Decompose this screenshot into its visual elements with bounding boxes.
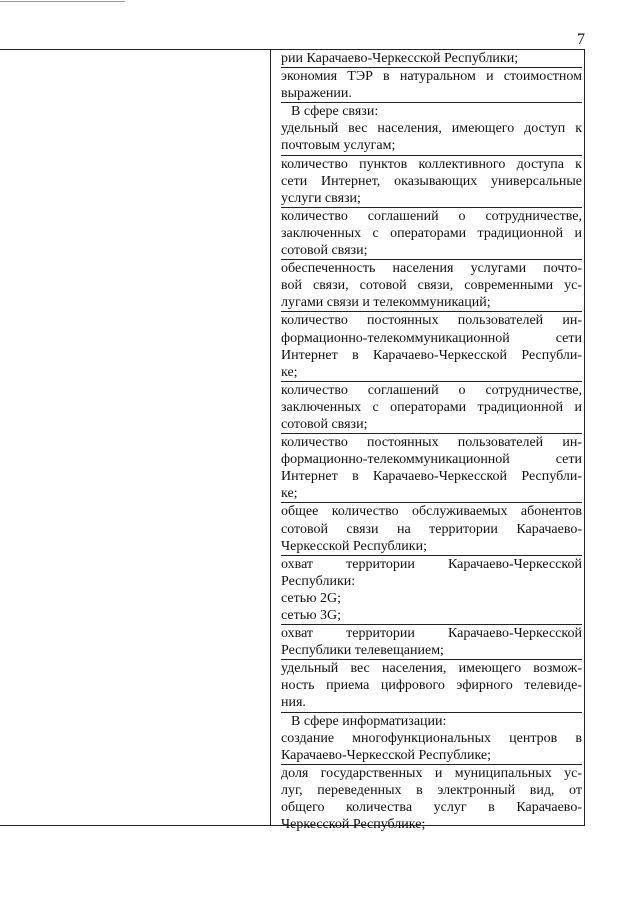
entry-line: удельный вес населения, имеющего возмож-: [281, 661, 582, 677]
entry-line: вой связи, сотовой связи, современными ус-: [281, 278, 582, 294]
entry-line: Черкесской Республике;: [281, 817, 426, 833]
entry-line: заключенных с операторами традиционной и: [281, 399, 582, 415]
entry-mfc-creation: [281, 730, 582, 765]
entry-line: луг, переведенных в электронный вид, от: [281, 782, 582, 798]
entry-line: сетью 3G;: [281, 608, 342, 623]
section-heading-communications: [281, 103, 582, 120]
entry-line: экономия ТЭР в натуральном и стоимостном: [281, 69, 582, 85]
entry-line: создание многофункциональных центров в: [281, 730, 582, 746]
entry-line: сети Интернет, оказывающих универсальные: [281, 173, 582, 189]
entry-line: доля государственных и муниципальных ус-: [281, 765, 582, 781]
entry-line: В сфере информатизации:: [291, 713, 447, 729]
entry-line: количество постоянных пользователей ин-: [281, 313, 582, 329]
entry-line: количество постоянных пользователей ин-: [281, 435, 582, 451]
entry-line: сотовой связи;: [281, 416, 368, 432]
entry-network-coverage: [281, 556, 582, 625]
entry-cellular-subscribers: [281, 503, 582, 555]
entry-line: ния.: [281, 695, 306, 711]
entry-line: обеспеченность населения услугами почто-: [281, 261, 582, 277]
entry-postal-access-share: [281, 120, 582, 155]
entry-line: В сфере связи:: [291, 104, 379, 120]
section-heading-informatization: [281, 713, 582, 730]
entry-line: Республики:: [281, 573, 356, 589]
entry-service-availability: [281, 260, 582, 312]
entry-line: сотовой связи;: [281, 243, 368, 259]
entry-cooperation-agreements-1: [281, 208, 582, 260]
entry-line: охват территории Карачаево-Черкесской: [281, 556, 582, 572]
entry-line: охват территории Карачаево-Черкесской: [281, 626, 582, 642]
entry-line: Карачаево-Черкесской Республике;: [281, 747, 491, 763]
entry-energy-savings: [281, 68, 582, 103]
scan-edge-line: [0, 1, 125, 2]
entry-line: формационно-телекоммуникационной сети: [281, 452, 582, 468]
entry-line: ность приема цифрового эфирного телевиде-: [281, 678, 582, 694]
entry-line: ке;: [281, 486, 298, 502]
entry-line: услуги связи;: [281, 190, 361, 206]
entry-electronic-services-share: [281, 765, 582, 833]
entry-line: лугами связи и телекоммуникаций;: [281, 295, 491, 311]
entry-line: рии Карачаево-Черкесской Республики;: [281, 51, 519, 66]
entry-line: Интернет в Карачаево-Черкесской Республи-: [281, 469, 582, 485]
entry-internet-access-points: [281, 156, 582, 208]
entry-line: общего количества услуг в Карачаево-: [281, 800, 582, 816]
entry-line: ке;: [281, 364, 298, 380]
entry-line: количество пунктов коллективного доступа к: [281, 156, 582, 172]
entry-line: количество соглашений о сотрудничестве,: [281, 208, 582, 224]
entry-tv-coverage: [281, 625, 582, 660]
entry-internet-users-1: [281, 312, 582, 381]
entry-line: заключенных с операторами традиционной и: [281, 225, 582, 241]
entry-line: Черкесской Республики;: [281, 538, 427, 554]
entry-line: удельный вес населения, имеющего доступ к: [281, 121, 582, 137]
entry-line: сетью 2G;: [281, 590, 342, 606]
entry-regional-tail: [281, 50, 582, 68]
entry-cooperation-agreements-2: [281, 382, 582, 434]
entry-line: общее количество обслуживаемых абонентов: [281, 504, 582, 520]
entry-line: формационно-телекоммуникационной сети: [281, 330, 582, 346]
entry-line: почтовым услугам;: [281, 138, 396, 154]
entry-digital-tv-share: [281, 660, 582, 712]
entry-line: Интернет в Карачаево-Черкесской Республи-: [281, 347, 582, 363]
page-number: 7: [577, 31, 585, 48]
entry-line: сотовой связи на территории Карачаево-: [281, 521, 582, 537]
indicators-column: [271, 50, 584, 833]
entry-internet-users-2: [281, 434, 582, 503]
entry-line: количество соглашений о сотрудничестве,: [281, 382, 582, 398]
entry-line: выражении.: [281, 86, 352, 102]
indicator-table: [0, 49, 585, 833]
entry-line: Республики телевещанием;: [281, 643, 444, 659]
